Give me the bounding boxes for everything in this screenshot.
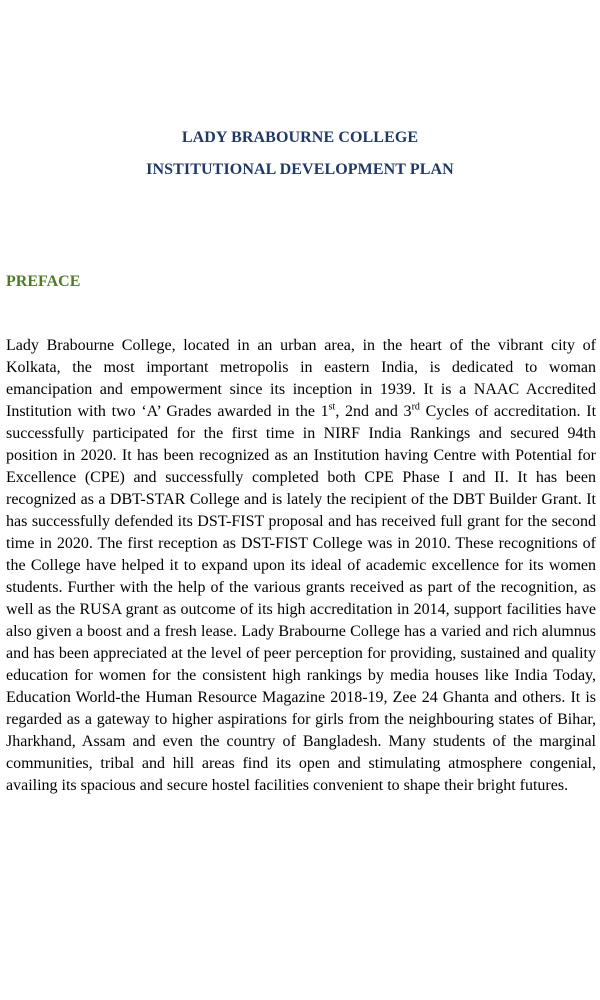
superscript-rd: rd xyxy=(411,401,420,413)
preface-paragraph xyxy=(6,335,596,797)
preface-text-part-2: , 2nd and 3 xyxy=(335,403,412,420)
document-title-block xyxy=(0,122,600,186)
college-name: LADY BRABOURNE COLLEGE xyxy=(181,129,419,146)
superscript-st: st xyxy=(328,401,336,413)
section-heading-preface: PREFACE xyxy=(6,273,81,290)
plan-title: INSTITUTIONAL DEVELOPMENT PLAN xyxy=(146,161,454,178)
preface-text-part-3: Cycles of accreditation. It successfully participated for the first time in NIRF India Rankings and secured 94th position in 2020. It has been recognized as an Institution having Centre with Potential for Excellence (CPE) and successfully completed both CPE Phase I and II. It has been recognized as a DBT-STAR College and is lately the recipient of the DBT Builder Grant. It has successfully defended its DST-FIST proposal and has received full grant for the second time in 2020. The first reception as DST-FIST College was in 2010. These recognitions of the College have helped it to expand upon its ideal of academic excellence for its women students. Further with the help of the various grants received as part of the recognition, as well as the RUSA grant as outcome of its high accreditation in 2014, support facilities have also given a boost and a fresh lease. Lady Brabourne College has a varied and rich alumnus and has been appreciated at the level of peer perception for providing, sustained and quality education for women for the consistent high rankings by media houses like India Today, Education World-the Human Resource Magazine 2018-19, Zee 24 Ghanta and others. It is regarded as a gateway to higher aspirations for girls from the neighbouring states of Bihar, Jharkhand, Assam and even the country of Bangladesh. Many students of the marginal communities, tribal and hill areas find its open and stimulating atmosphere congenial, availing its spacious and secure hostel facilities convenient to shape their bright futures. xyxy=(6,403,597,794)
preface-text-part-1: Lady Brabourne College, located in an urban area, in the heart of the vibrant city of Kolkata, the most important metropolis in eastern India, is dedicated to woman emancipation and empowerment since its inception in 1939. It is a NAAC Accredited Institution with two ‘A’ Grades awarded in the 1 xyxy=(6,337,596,420)
